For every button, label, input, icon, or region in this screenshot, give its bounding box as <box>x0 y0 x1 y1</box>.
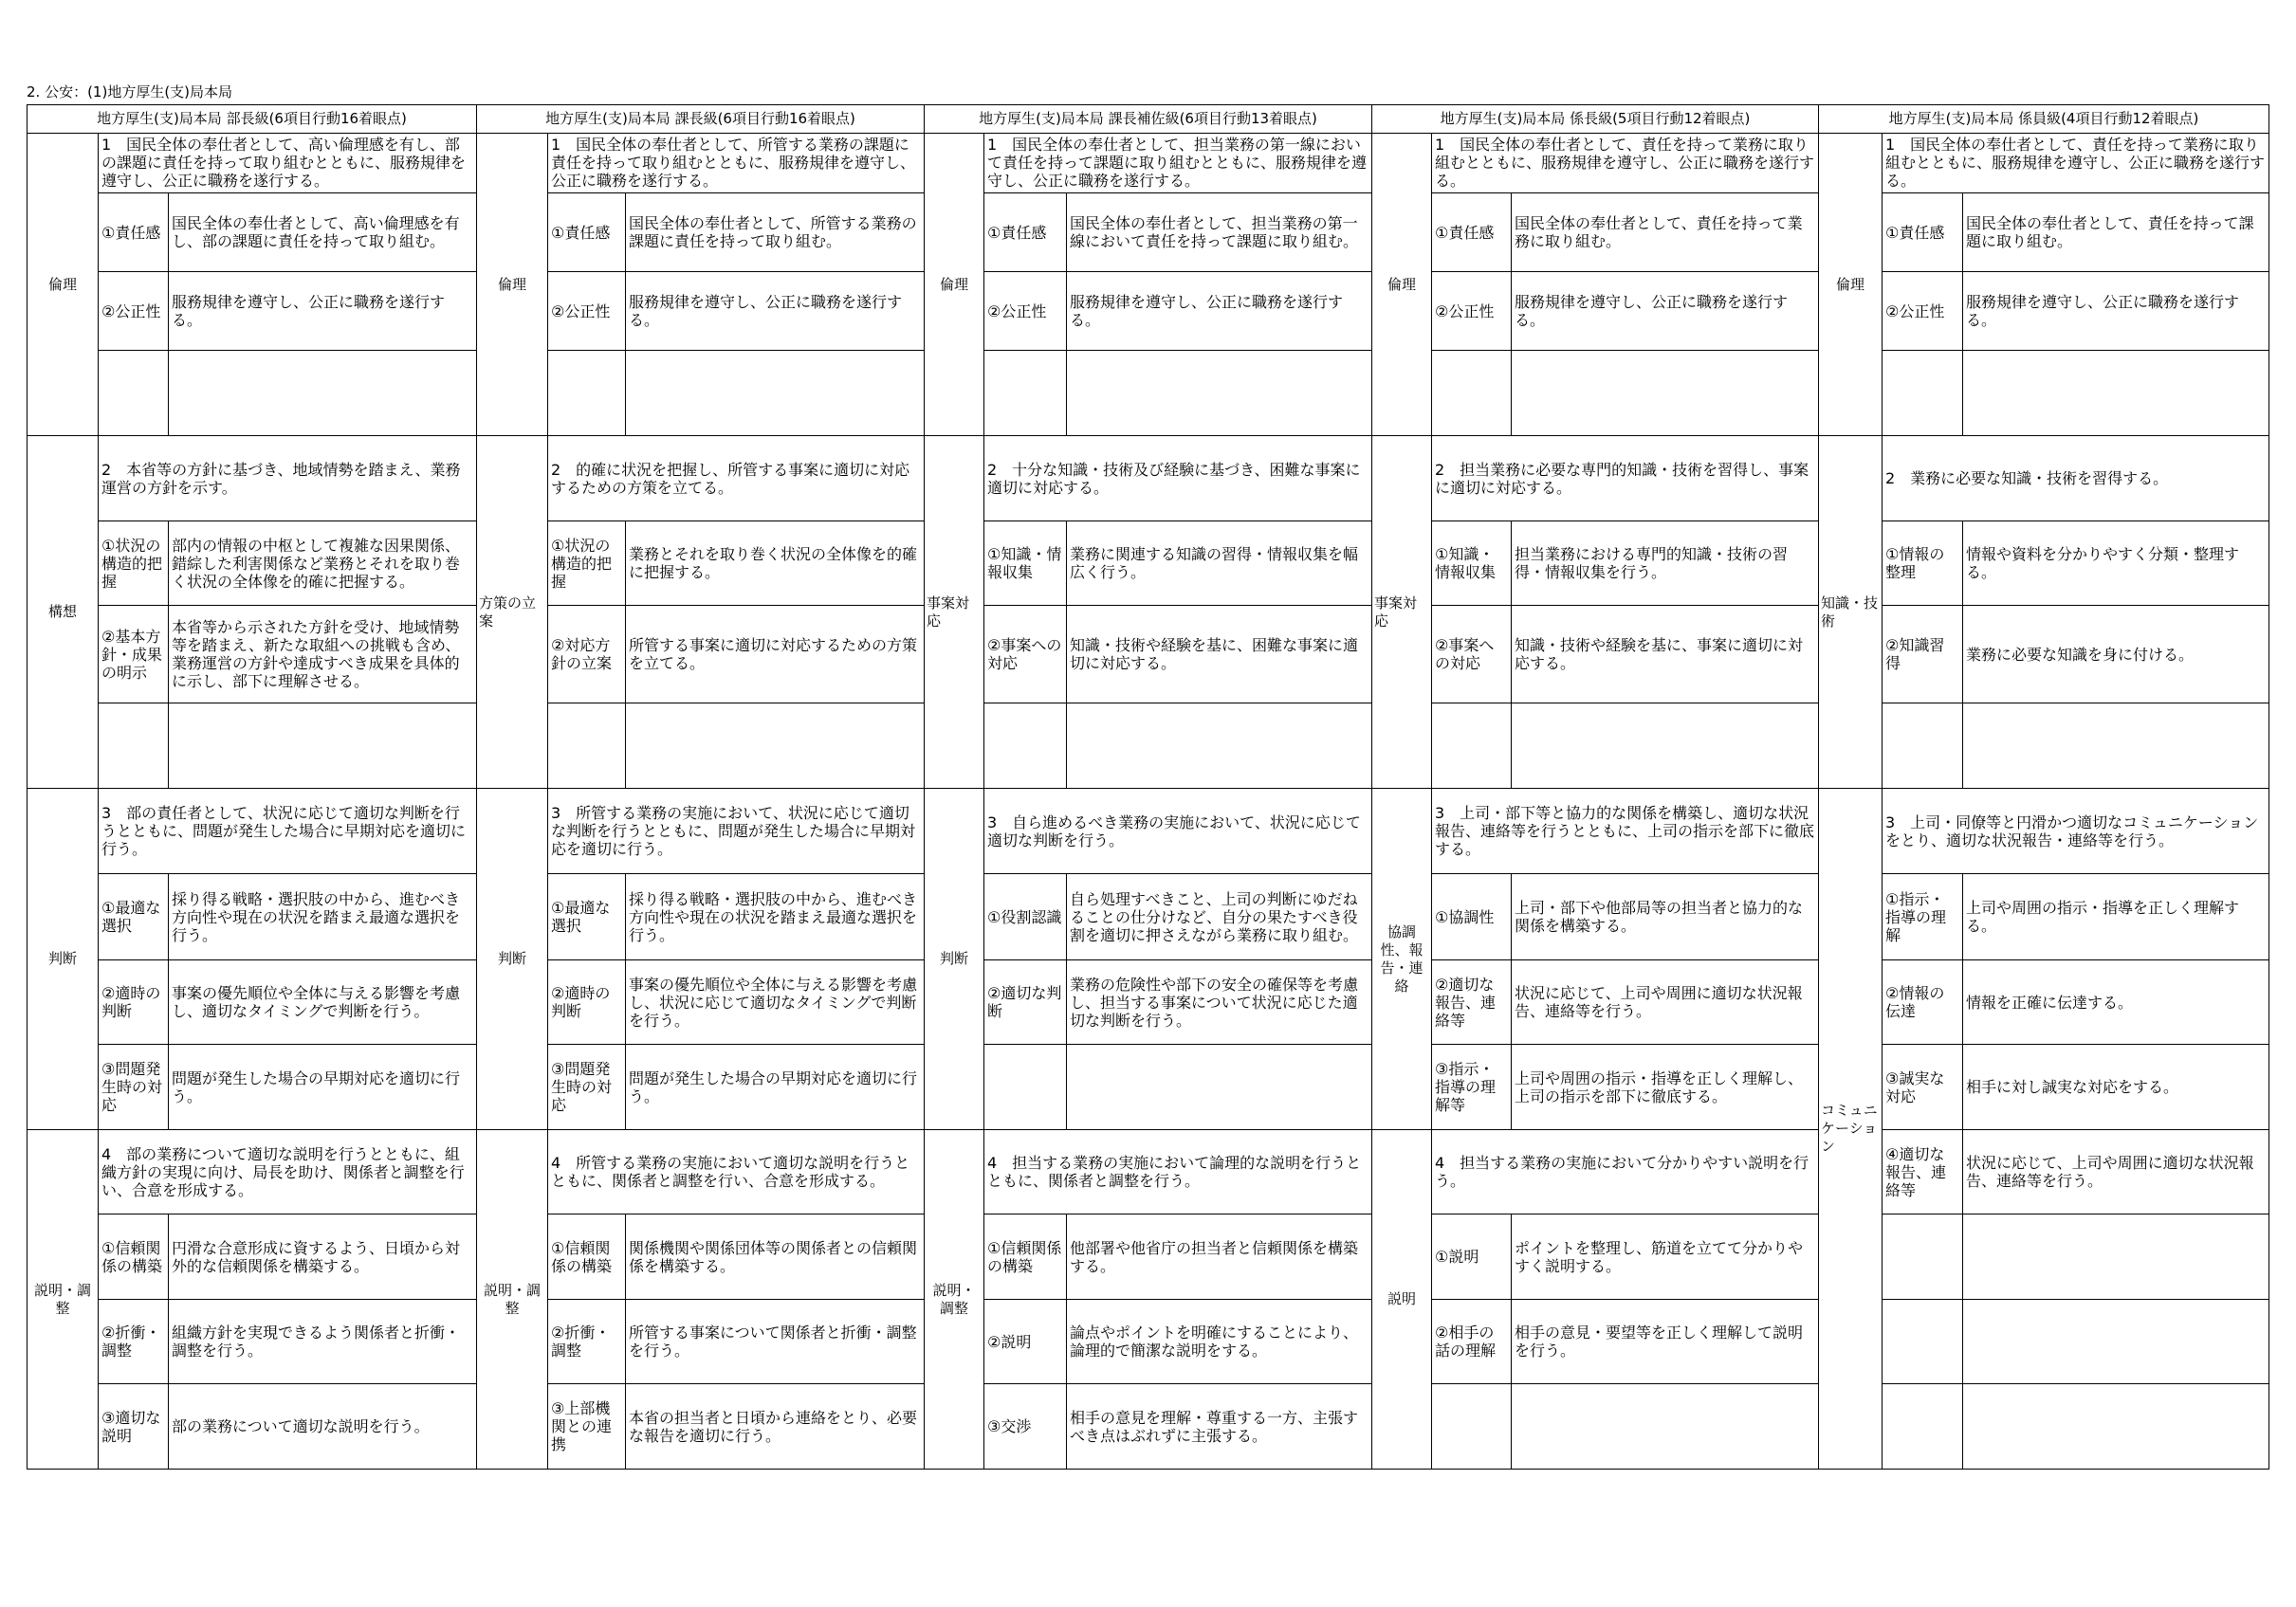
viewpoint-label <box>984 703 1067 789</box>
category-label: コミュニケーション <box>1819 789 1883 1470</box>
viewpoint-text: 知識・技術や経験を基に、困難な事案に適切に対応する。 <box>1067 606 1372 703</box>
viewpoint-label: ②事案への対応 <box>984 606 1067 703</box>
viewpoint-label: ③指示・指導の理解等 <box>1432 1045 1512 1130</box>
viewpoint-label: ①最適な選択 <box>99 874 169 960</box>
viewpoint-label: ①最適な選択 <box>548 874 626 960</box>
viewpoint-label <box>1432 1384 1512 1470</box>
section4-point-row <box>28 1300 2269 1384</box>
viewpoint-text: 採り得る戦略・選択肢の中から、進むべき方向性や現在の状況を踏まえ最適な選択を行う。 <box>169 874 477 960</box>
item-description: 4 担当する業務の実施において論理的な説明を行うとともに、関係者と調整を行う。 <box>984 1130 1372 1214</box>
item-description: 1 国民全体の奉仕者として、担当業務の第一線において責任を持って課題に取り組むとともに、服務規律を遵守し、公正に職務を遂行する。 <box>984 134 1372 193</box>
viewpoint-label: ①協調性 <box>1432 874 1512 960</box>
viewpoint-label: ②知識習得 <box>1883 606 1963 703</box>
viewpoint-label <box>1883 703 1963 789</box>
viewpoint-label: ①状況の構造的把握 <box>99 521 169 606</box>
viewpoint-label: ①説明 <box>1432 1214 1512 1300</box>
viewpoint-text: 業務とそれを取り巻く状況の全体像を的確に把握する。 <box>626 521 925 606</box>
section2-point-row <box>28 703 2269 789</box>
category-label: 説明・調整 <box>477 1130 548 1470</box>
viewpoint-text: 国民全体の奉仕者として、所管する業務の課題に責任を持って取り組む。 <box>626 193 925 272</box>
viewpoint-label: ①知識・情報収集 <box>984 521 1067 606</box>
section4-point-row <box>28 1214 2269 1300</box>
viewpoint-text: 状況に応じて、上司や周囲に適切な状況報告、連絡等を行う。 <box>1512 960 1819 1045</box>
viewpoint-text: 事案の優先順位や全体に与える影響を考慮し、適切なタイミングで判断を行う。 <box>169 960 477 1045</box>
evaluation-table <box>27 104 2269 1470</box>
section1-point-row <box>28 272 2269 351</box>
viewpoint-label <box>984 351 1067 436</box>
viewpoint-text: 相手に対し誠実な対応をする。 <box>1963 1045 2269 1130</box>
viewpoint-text <box>169 703 477 789</box>
page-heading: 2. 公安：(1)地方厚生(支)局本局 <box>27 83 233 100</box>
viewpoint-text <box>1067 351 1372 436</box>
viewpoint-label: ①責任感 <box>1432 193 1512 272</box>
viewpoint-label: ④適切な報告、連絡等 <box>1883 1130 1963 1214</box>
viewpoint-text <box>1512 351 1819 436</box>
item-description: 4 担当する業務の実施において分かりやすい説明を行う。 <box>1432 1130 1819 1214</box>
viewpoint-label: ②公正性 <box>1432 272 1512 351</box>
category-label: 事案対応 <box>925 436 984 789</box>
viewpoint-label: ①責任感 <box>1883 193 1963 272</box>
column-header-kakaricho: 地方厚生(支)局本局 係長級(5項目行動12着眼点) <box>1372 105 1819 134</box>
section3-point-row <box>28 960 2269 1045</box>
viewpoint-label: ①責任感 <box>548 193 626 272</box>
viewpoint-label <box>548 351 626 436</box>
viewpoint-label: ②適時の判断 <box>548 960 626 1045</box>
viewpoint-text: 組織方針を実現できるよう関係者と折衝・調整を行う。 <box>169 1300 477 1384</box>
viewpoint-label <box>1432 351 1512 436</box>
viewpoint-text: 所管する事案について関係者と折衝・調整を行う。 <box>626 1300 925 1384</box>
viewpoint-label <box>99 351 169 436</box>
viewpoint-label <box>1883 1214 1963 1300</box>
item-description: 1 国民全体の奉仕者として、責任を持って業務に取り組むとともに、服務規律を遵守し、公正に職務を遂行する。 <box>1883 134 2269 193</box>
viewpoint-label <box>1883 1300 1963 1384</box>
viewpoint-label: ②折衝・調整 <box>99 1300 169 1384</box>
viewpoint-label: ③適切な説明 <box>99 1384 169 1470</box>
viewpoint-label: ③誠実な対応 <box>1883 1045 1963 1130</box>
viewpoint-text <box>1512 703 1819 789</box>
viewpoint-text: 服務規律を遵守し、公正に職務を遂行する。 <box>626 272 925 351</box>
viewpoint-label: ①知識・情報収集 <box>1432 521 1512 606</box>
category-label: 説明 <box>1372 1130 1432 1470</box>
viewpoint-label: ②相手の話の理解 <box>1432 1300 1512 1384</box>
viewpoint-text: 論点やポイントを明確にすることにより、論理的で簡潔な説明をする。 <box>1067 1300 1372 1384</box>
viewpoint-label <box>1883 351 1963 436</box>
viewpoint-text: 相手の意見を理解・尊重する一方、主張すべき点はぶれずに主張する。 <box>1067 1384 1372 1470</box>
viewpoint-text: 採り得る戦略・選択肢の中から、進むべき方向性や現在の状況を踏まえ最適な選択を行う。 <box>626 874 925 960</box>
viewpoint-text: 服務規律を遵守し、公正に職務を遂行する。 <box>1963 272 2269 351</box>
viewpoint-label <box>984 1045 1067 1130</box>
item-description: 2 担当業務に必要な専門的知識・技術を習得し、事案に適切に対応する。 <box>1432 436 1819 521</box>
item-description: 2 本省等の方針に基づき、地域情勢を踏まえ、業務運営の方針を示す。 <box>99 436 477 521</box>
viewpoint-text: ポイントを整理し、筋道を立てて分かりやすく説明する。 <box>1512 1214 1819 1300</box>
section3-desc-row <box>28 789 2269 874</box>
viewpoint-label: ②適切な判断 <box>984 960 1067 1045</box>
section3-point-row <box>28 874 2269 960</box>
category-label: 説明・調整 <box>925 1130 984 1470</box>
column-header-kacho: 地方厚生(支)局本局 課長級(6項目行動16着眼点) <box>477 105 925 134</box>
category-label: 倫理 <box>1819 134 1883 436</box>
viewpoint-text <box>1963 703 2269 789</box>
viewpoint-text: 業務の危険性や部下の安全の確保等を考慮し、担当する事案について状況に応じた適切な判断を行う。 <box>1067 960 1372 1045</box>
viewpoint-label: ①指示・指導の理解 <box>1883 874 1963 960</box>
viewpoint-text <box>626 351 925 436</box>
section1-point-row <box>28 351 2269 436</box>
viewpoint-text <box>1067 703 1372 789</box>
viewpoint-label: ②適切な報告、連絡等 <box>1432 960 1512 1045</box>
viewpoint-text: 本省等から示された方針を受け、地域情勢等を踏まえ、新たな取組への挑戦も含め、業務運営の方針や達成すべき成果を具体的に示し、部下に理解させる。 <box>169 606 477 703</box>
item-description: 4 部の業務について適切な説明を行うとともに、組織方針の実現に向け、局長を助け、関係者と調整を行い、合意を形成する。 <box>99 1130 477 1214</box>
viewpoint-text <box>169 351 477 436</box>
viewpoint-label <box>1883 1384 1963 1470</box>
viewpoint-label: ①状況の構造的把握 <box>548 521 626 606</box>
viewpoint-text: 本省の担当者と日頃から連絡をとり、必要な報告を適切に行う。 <box>626 1384 925 1470</box>
viewpoint-label: ①責任感 <box>99 193 169 272</box>
viewpoint-text <box>1512 1384 1819 1470</box>
category-label: 倫理 <box>28 134 99 436</box>
item-description: 3 所管する業務の実施において、状況に応じて適切な判断を行うとともに、問題が発生した場合に早期対応を適切に行う。 <box>548 789 925 874</box>
viewpoint-text: 服務規律を遵守し、公正に職務を遂行する。 <box>1067 272 1372 351</box>
item-description: 4 所管する業務の実施において適切な説明を行うとともに、関係者と調整を行い、合意を形成する。 <box>548 1130 925 1214</box>
section1-desc-row <box>28 134 2269 193</box>
viewpoint-text: 業務に必要な知識を身に付ける。 <box>1963 606 2269 703</box>
viewpoint-text: 他部署や他省庁の担当者と信頼関係を構築する。 <box>1067 1214 1372 1300</box>
category-label: 倫理 <box>477 134 548 436</box>
viewpoint-text: 関係機関や関係団体等の関係者との信頼関係を構築する。 <box>626 1214 925 1300</box>
item-description: 2 的確に状況を把握し、所管する事案に適切に対応するための方策を立てる。 <box>548 436 925 521</box>
viewpoint-text: 知識・技術や経験を基に、事案に適切に対応する。 <box>1512 606 1819 703</box>
viewpoint-text: 上司・部下や他部局等の担当者と協力的な関係を構築する。 <box>1512 874 1819 960</box>
viewpoint-label <box>1432 703 1512 789</box>
viewpoint-label: ①信頼関係の構築 <box>984 1214 1067 1300</box>
viewpoint-text: 部内の情報の中枢として複雑な因果関係、錯綜した利害関係など業務とそれを取り巻く状況の全体像を的確に把握する。 <box>169 521 477 606</box>
viewpoint-text: 国民全体の奉仕者として、責任を持って業務に取り組む。 <box>1512 193 1819 272</box>
column-header-bucho: 地方厚生(支)局本局 部長級(6項目行動16着眼点) <box>28 105 477 134</box>
viewpoint-text: 問題が発生した場合の早期対応を適切に行う。 <box>169 1045 477 1130</box>
viewpoint-label: ③上部機関との連携 <box>548 1384 626 1470</box>
viewpoint-label: ②折衝・調整 <box>548 1300 626 1384</box>
viewpoint-text: 情報を正確に伝達する。 <box>1963 960 2269 1045</box>
viewpoint-text: 問題が発生した場合の早期対応を適切に行う。 <box>626 1045 925 1130</box>
viewpoint-label: ②事案への対応 <box>1432 606 1512 703</box>
viewpoint-label: ③交渉 <box>984 1384 1067 1470</box>
viewpoint-text: 部の業務について適切な説明を行う。 <box>169 1384 477 1470</box>
category-label: 倫理 <box>925 134 984 436</box>
viewpoint-text: 所管する事案に適切に対応するための方策を立てる。 <box>626 606 925 703</box>
section2-desc-row <box>28 436 2269 521</box>
category-label: 事案対応 <box>1372 436 1432 789</box>
item-description: 1 国民全体の奉仕者として、高い倫理感を有し、部の課題に責任を持って取り組むとともに、服務規律を遵守し、公正に職務を遂行する。 <box>99 134 477 193</box>
viewpoint-label: ②公正性 <box>99 272 169 351</box>
item-description: 3 部の責任者として、状況に応じて適切な判断を行うとともに、問題が発生した場合に早期対応を適切に行う。 <box>99 789 477 874</box>
section1-point-row <box>28 193 2269 272</box>
viewpoint-label: ②基本方針・成果の明示 <box>99 606 169 703</box>
viewpoint-text: 国民全体の奉仕者として、責任を持って課題に取り組む。 <box>1963 193 2269 272</box>
viewpoint-text: 担当業務における専門的知識・技術の習得・情報収集を行う。 <box>1512 521 1819 606</box>
category-label: 方策の立案 <box>477 436 548 789</box>
column-header-kakariin: 地方厚生(支)局本局 係員級(4項目行動12着眼点) <box>1819 105 2269 134</box>
category-label: 知識・技術 <box>1819 436 1883 789</box>
viewpoint-label: ②説明 <box>984 1300 1067 1384</box>
viewpoint-label: ①情報の整理 <box>1883 521 1963 606</box>
viewpoint-text: 事案の優先順位や全体に与える影響を考慮し、状況に応じて適切なタイミングで判断を行う。 <box>626 960 925 1045</box>
item-description: 1 国民全体の奉仕者として、責任を持って業務に取り組むとともに、服務規律を遵守し、公正に職務を遂行する。 <box>1432 134 1819 193</box>
viewpoint-label: ②公正性 <box>548 272 626 351</box>
viewpoint-text <box>1963 1384 2269 1470</box>
viewpoint-text: 円滑な合意形成に資するよう、日頃から対外的な信頼関係を構築する。 <box>169 1214 477 1300</box>
section2-point-row <box>28 606 2269 703</box>
item-description: 2 業務に必要な知識・技術を習得する。 <box>1883 436 2269 521</box>
viewpoint-text: 服務規律を遵守し、公正に職務を遂行する。 <box>1512 272 1819 351</box>
viewpoint-label <box>99 703 169 789</box>
viewpoint-label: ③問題発生時の対応 <box>99 1045 169 1130</box>
category-label: 協調性、報告・連絡 <box>1372 789 1432 1130</box>
viewpoint-label: ②適時の判断 <box>99 960 169 1045</box>
viewpoint-label: ②対応方針の立案 <box>548 606 626 703</box>
column-header-kacho-hosa: 地方厚生(支)局本局 課長補佐級(6項目行動13着眼点) <box>925 105 1372 134</box>
viewpoint-label: ③問題発生時の対応 <box>548 1045 626 1130</box>
viewpoint-label: ①役割認識 <box>984 874 1067 960</box>
viewpoint-text: 自ら処理すべきこと、上司の判断にゆだねることの仕分けなど、自分の果たすべき役割を適切に押さえながら業務に取り組む。 <box>1067 874 1372 960</box>
viewpoint-text: 上司や周囲の指示・指導を正しく理解する。 <box>1963 874 2269 960</box>
viewpoint-text: 相手の意見・要望等を正しく理解して説明を行う。 <box>1512 1300 1819 1384</box>
item-description: 3 自ら進めるべき業務の実施において、状況に応じて適切な判断を行う。 <box>984 789 1372 874</box>
viewpoint-label: ②情報の伝達 <box>1883 960 1963 1045</box>
section4-point-row <box>28 1384 2269 1470</box>
viewpoint-text: 服務規律を遵守し、公正に職務を遂行する。 <box>169 272 477 351</box>
category-label: 構想 <box>28 436 99 789</box>
category-label: 判断 <box>477 789 548 1130</box>
viewpoint-label: ②公正性 <box>984 272 1067 351</box>
item-description: 1 国民全体の奉仕者として、所管する業務の課題に責任を持って取り組むとともに、服務規律を遵守し、公正に職務を遂行する。 <box>548 134 925 193</box>
viewpoint-text <box>1963 351 2269 436</box>
viewpoint-text <box>1067 1045 1372 1130</box>
category-label: 倫理 <box>1372 134 1432 436</box>
viewpoint-text <box>626 703 925 789</box>
item-description: 3 上司・部下等と協力的な関係を構築し、適切な状況報告、連絡等を行うとともに、上司の指示を部下に徹底する。 <box>1432 789 1819 874</box>
viewpoint-label: ①責任感 <box>984 193 1067 272</box>
category-label: 説明・調整 <box>28 1130 99 1470</box>
viewpoint-label: ①信頼関係の構築 <box>548 1214 626 1300</box>
viewpoint-text <box>1963 1300 2269 1384</box>
item-description: 2 十分な知識・技術及び経験に基づき、困難な事案に適切に対応する。 <box>984 436 1372 521</box>
viewpoint-text: 情報や資料を分かりやすく分類・整理する。 <box>1963 521 2269 606</box>
viewpoint-text: 状況に応じて、上司や周囲に適切な状況報告、連絡等を行う。 <box>1963 1130 2269 1214</box>
category-label: 判断 <box>28 789 99 1130</box>
item-description: 3 上司・同僚等と円滑かつ適切なコミュニケーションをとり、適切な状況報告・連絡等を行う。 <box>1883 789 2269 874</box>
header-row <box>28 105 2269 134</box>
viewpoint-text: 国民全体の奉仕者として、高い倫理感を有し、部の課題に責任を持って取り組む。 <box>169 193 477 272</box>
viewpoint-label <box>548 703 626 789</box>
viewpoint-text: 上司や周囲の指示・指導を正しく理解し、上司の指示を部下に徹底する。 <box>1512 1045 1819 1130</box>
viewpoint-text <box>1963 1214 2269 1300</box>
section2-point-row <box>28 521 2269 606</box>
viewpoint-text: 業務に関連する知識の習得・情報収集を幅広く行う。 <box>1067 521 1372 606</box>
viewpoint-label: ①信頼関係の構築 <box>99 1214 169 1300</box>
viewpoint-label: ②公正性 <box>1883 272 1963 351</box>
category-label: 判断 <box>925 789 984 1130</box>
section4-desc-row <box>28 1130 2269 1214</box>
section3-point-row <box>28 1045 2269 1130</box>
viewpoint-text: 国民全体の奉仕者として、担当業務の第一線において責任を持って課題に取り組む。 <box>1067 193 1372 272</box>
